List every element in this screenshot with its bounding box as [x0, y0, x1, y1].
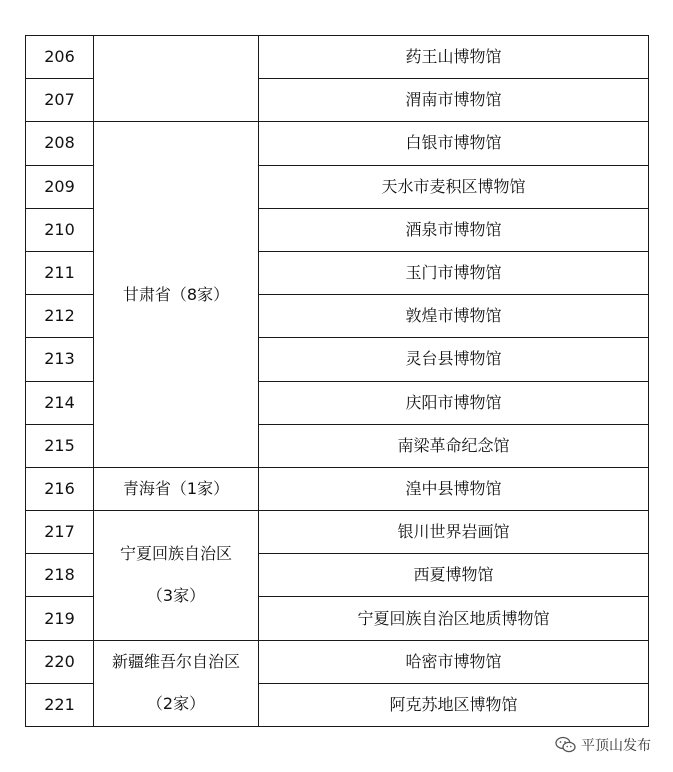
- province-name: 宁夏回族自治区: [119, 544, 232, 564]
- museum-name: 西夏博物馆: [259, 554, 649, 597]
- province-cell-xinjiang: [94, 640, 259, 726]
- row-number: 214: [26, 381, 94, 424]
- museum-name: 药王山博物馆: [259, 36, 649, 79]
- row-number: 215: [26, 424, 94, 467]
- museum-name: 渭南市博物馆: [259, 79, 649, 122]
- table-row: [26, 640, 649, 683]
- museum-name: 庆阳市博物馆: [259, 381, 649, 424]
- museum-name: 阿克苏地区博物馆: [259, 683, 649, 726]
- row-number: 217: [26, 511, 94, 554]
- province-cell-gansu: 甘肃省（8家）: [94, 122, 259, 468]
- province-name: 新疆维吾尔自治区: [111, 652, 240, 672]
- row-number: 209: [26, 165, 94, 208]
- museum-name: 南梁革命纪念馆: [259, 424, 649, 467]
- row-number: 212: [26, 295, 94, 338]
- museum-name: 天水市麦积区博物馆: [259, 165, 649, 208]
- row-number: 216: [26, 467, 94, 510]
- row-number: 219: [26, 597, 94, 640]
- row-number: 206: [26, 36, 94, 79]
- museum-name: 哈密市博物馆: [259, 640, 649, 683]
- row-number: 207: [26, 79, 94, 122]
- museum-name: 敦煌市博物馆: [259, 295, 649, 338]
- table-row: [26, 122, 649, 165]
- province-count: （2家）: [146, 694, 206, 714]
- row-number: 221: [26, 683, 94, 726]
- museum-name: 湟中县博物馆: [259, 467, 649, 510]
- row-number: 208: [26, 122, 94, 165]
- row-number: 213: [26, 338, 94, 381]
- museum-name: 白银市博物馆: [259, 122, 649, 165]
- museum-name: 宁夏回族自治区地质博物馆: [259, 597, 649, 640]
- province-count: （3家）: [146, 586, 206, 606]
- province-cell-ningxia: [94, 511, 259, 641]
- watermark-text: 平顶山发布: [581, 738, 651, 754]
- museum-name: 灵台县博物馆: [259, 338, 649, 381]
- museum-table: [25, 35, 649, 727]
- wechat-icon: [555, 736, 577, 754]
- row-number: 218: [26, 554, 94, 597]
- row-number: 220: [26, 640, 94, 683]
- row-number: 210: [26, 208, 94, 251]
- watermark: [555, 735, 651, 755]
- museum-name: 酒泉市博物馆: [259, 208, 649, 251]
- row-number: 211: [26, 251, 94, 294]
- province-cell-qinghai: 青海省（1家）: [94, 467, 259, 510]
- table-row: [26, 36, 649, 79]
- museum-name: 银川世界岩画馆: [259, 511, 649, 554]
- table-row: [26, 467, 649, 510]
- table-row: [26, 511, 649, 554]
- province-cell-empty: [94, 36, 259, 122]
- museum-name: 玉门市博物馆: [259, 251, 649, 294]
